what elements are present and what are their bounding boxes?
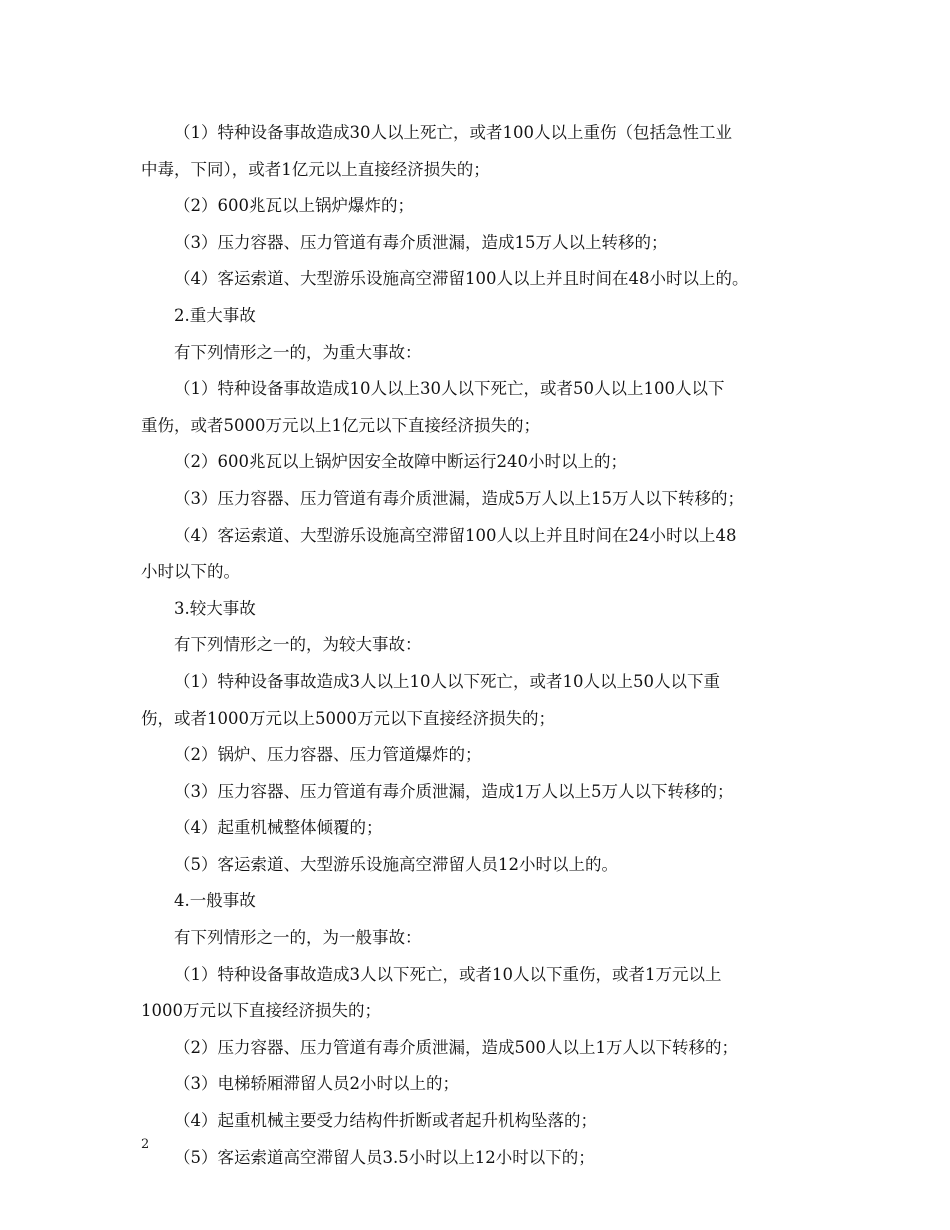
paragraph-line: （4）客运索道、大型游乐设施高空滞留100人以上并且时间在24小时以上48 bbox=[174, 525, 737, 545]
paragraph-line: （3）电梯轿厢滞留人员2小时以上的； bbox=[174, 1074, 459, 1094]
paragraph-line: （2）锅炉、压力容器、压力管道爆炸的； bbox=[174, 745, 482, 765]
paragraph-line: （1）特种设备事故造成3人以上10人以下死亡，或者10人以上50人以下重 bbox=[174, 671, 720, 691]
paragraph-line: 4.一般事故 bbox=[174, 891, 256, 911]
paragraph-line: （1）特种设备事故造成10人以上30人以下死亡，或者50人以上100人以下 bbox=[174, 379, 725, 399]
paragraph-line: （3）压力容器、压力管道有毒介质泄漏，造成5万人以上15万人以下转移的； bbox=[174, 488, 744, 508]
paragraph-continuation-line: 重伤，或者5000万元以上1亿元以下直接经济损失的； bbox=[141, 415, 540, 435]
paragraph-line: （2）压力容器、压力管道有毒介质泄漏，造成500人以上1万人以下转移的； bbox=[174, 1037, 738, 1057]
paragraph-line: （5）客运索道高空滞留人员3.5小时以上12小时以下的； bbox=[174, 1147, 595, 1167]
paragraph-line: （2）600兆瓦以上锅炉爆炸的； bbox=[174, 196, 414, 216]
paragraph-line: 3.较大事故 bbox=[174, 598, 256, 618]
paragraph-continuation-line: 伤，或者1000万元以上5000万元以下直接经济损失的； bbox=[141, 708, 555, 728]
paragraph-line: （4）起重机械主要受力结构件折断或者起升机构坠落的； bbox=[174, 1111, 597, 1131]
paragraph-line: 2.重大事故 bbox=[174, 305, 256, 325]
paragraph-line: 有下列情形之一的，为一般事故： bbox=[174, 928, 422, 948]
paragraph-line: （5）客运索道、大型游乐设施高空滞留人员12小时以上的。 bbox=[174, 854, 618, 874]
paragraph-line: （3）压力容器、压力管道有毒介质泄漏，造成1万人以上5万人以下转移的； bbox=[174, 781, 734, 801]
paragraph-line: （3）压力容器、压力管道有毒介质泄漏，造成15万人以上转移的； bbox=[174, 232, 668, 252]
paragraph-continuation-line: 1000万元以下直接经济损失的； bbox=[141, 1001, 381, 1021]
paragraph-line: （4）起重机械整体倾覆的； bbox=[174, 818, 383, 838]
paragraph-line: 有下列情形之一的，为重大事故： bbox=[174, 342, 422, 362]
paragraph-line: （1）特种设备事故造成30人以上死亡，或者100人以上重伤（包括急性工业 bbox=[174, 123, 732, 142]
paragraph-continuation-line: 中毒，下同），或者1亿元以上直接经济损失的； bbox=[141, 159, 490, 179]
paragraph-continuation-line: 小时以下的。 bbox=[141, 562, 240, 582]
paragraph-line: （1）特种设备事故造成3人以下死亡，或者10人以下重伤，或者1万元以上 bbox=[174, 964, 722, 984]
paragraph-line: （2）600兆瓦以上锅炉因安全故障中断运行240小时以上的； bbox=[174, 452, 627, 472]
document-body bbox=[141, 115, 816, 1176]
paragraph-line: （4）客运索道、大型游乐设施高空滞留100人以上并且时间在48小时以上的。 bbox=[174, 269, 749, 289]
page-number: 2 bbox=[141, 1137, 150, 1152]
paragraph-line: 有下列情形之一的，为较大事故： bbox=[174, 635, 422, 655]
